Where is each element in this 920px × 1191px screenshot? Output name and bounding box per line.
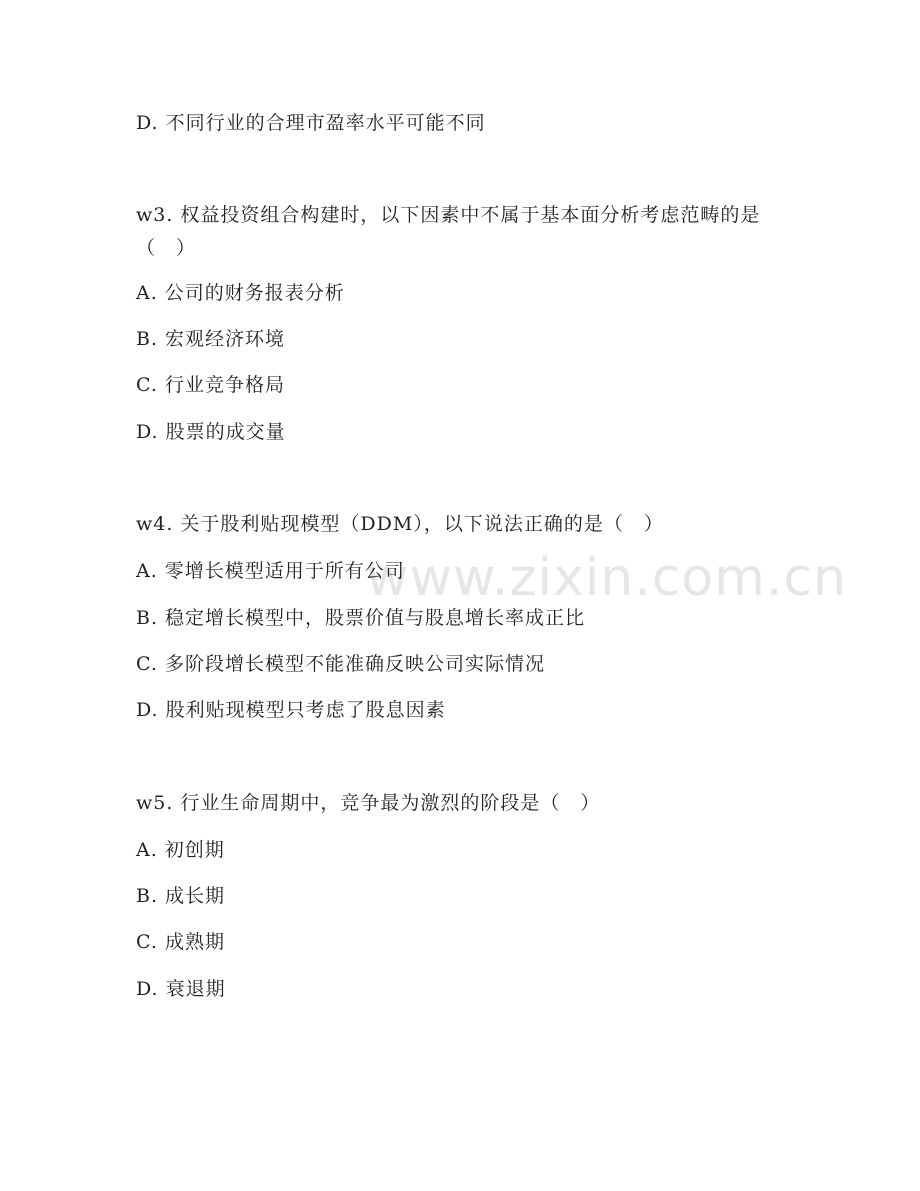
q4-option-b: B. 稳定增长模型中，股票价值与股息增长率成正比 — [136, 607, 586, 629]
q4-option-d: D. 股利贴现模型只考虑了股息因素 — [136, 699, 446, 721]
question-w4: w4. 关于股利贴现模型（DDM），以下说法正确的是（ ） — [136, 513, 664, 535]
q5-option-d: D. 衰退期 — [136, 978, 226, 1000]
q3-option-d: D. 股票的成交量 — [136, 421, 286, 443]
watermark: www.zixin.com.cn — [366, 548, 847, 608]
q4-option-a: A. 零增长模型适用于所有公司 — [136, 560, 405, 582]
q3-option-c: C. 行业竞争格局 — [136, 374, 285, 396]
q3-option-b: B. 宏观经济环境 — [136, 328, 286, 350]
q4-option-c: C. 多阶段增长模型不能准确反映公司实际情况 — [136, 653, 545, 675]
q3-option-a: A. 公司的财务报表分析 — [136, 282, 345, 304]
q2-option-d: D. 不同行业的合理市盈率水平可能不同 — [136, 112, 486, 134]
q5-option-a: A. 初创期 — [136, 839, 225, 861]
q5-option-c: C. 成熟期 — [136, 931, 225, 953]
q5-option-b: B. 成长期 — [136, 885, 226, 907]
question-w5: w5. 行业生命周期中，竞争最为激烈的阶段是（ ） — [136, 792, 601, 814]
question-w3: w3. 权益投资组合构建时，以下因素中不属于基本面分析考虑范畴的是（ ） — [136, 204, 761, 259]
